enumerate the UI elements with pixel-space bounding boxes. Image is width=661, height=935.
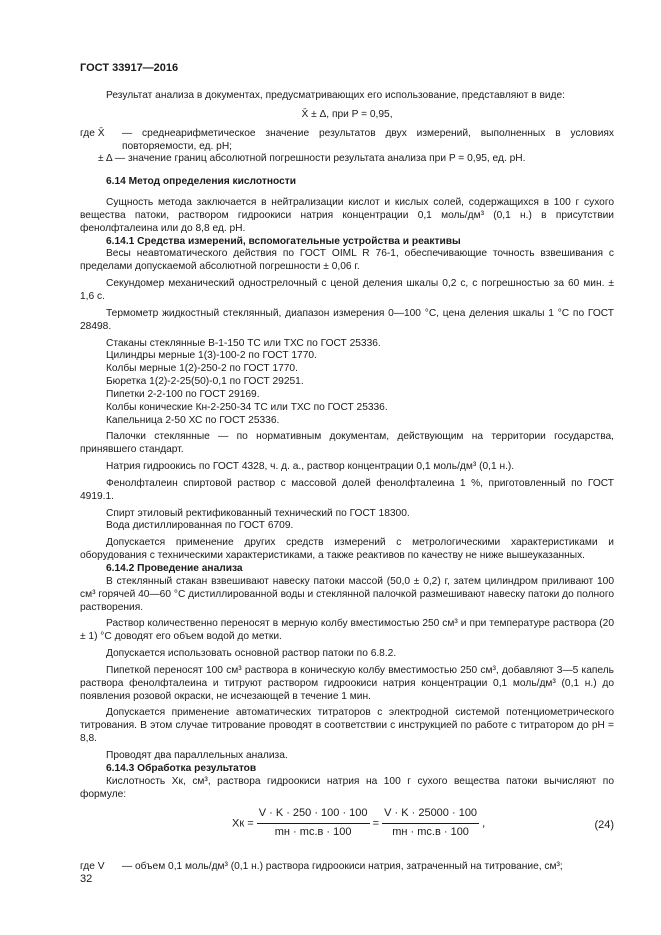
definition-delta: ± Δ — значение границ абсолютной погрешности результата анализа при P = 0,95, ед. pH. xyxy=(98,153,526,165)
formula-numerator-2: V · K · 25000 · 100 xyxy=(382,807,479,824)
list-item: Палочки стеклянные — по нормативным документам, действующим на территории государства, принявшего стандарт. xyxy=(80,431,614,456)
formula-tail: , xyxy=(482,817,486,830)
section-title-6-14-2: 6.14.2 Проведение анализа xyxy=(106,563,243,574)
section-title-6-14-1: 6.14.1 Средства измерений, вспомогательные устройства и реактивы xyxy=(106,235,461,247)
formula-equals: = xyxy=(372,817,380,830)
page-body xyxy=(80,90,614,874)
formula-expression xyxy=(232,807,485,840)
method-essence: Сущность метода заключается в нейтрализации кислот и кислых солей, содержащихся в 100 г сухого вещества патоки, раствором гидроокиси натрия концентрации 0,1 моль/дм³ (0,1 н.) в присутствии фенолфталеина или до 8,8 ед. pH. xyxy=(80,197,614,234)
definition-term: где V xyxy=(80,861,105,873)
formula-fraction-2 xyxy=(382,807,479,840)
list-item: Колбы конические Кн-2-250-34 ТС или ТХС по ГОСТ 25336. xyxy=(106,401,388,413)
section-title-6-14-3: 6.14.3 Обработка результатов xyxy=(106,762,257,774)
list-item: Секундомер механический однострелочный с ценой деления шкалы 0,2 с, с погрешностью за 60 мин. ± 1,6 с. xyxy=(80,278,614,302)
definition-v xyxy=(80,861,614,874)
list-item: Натрия гидроокись по ГОСТ 4328, ч. д. а., раствор концентрации 0,1 моль/дм³ (0,1 н.). xyxy=(106,461,515,473)
list-item: Допускается использовать основной раствор патоки по 6.8.2. xyxy=(106,648,397,660)
list-item: Колбы мерные 1(2)-250-2 по ГОСТ 1770. xyxy=(106,363,298,375)
list-item: В стеклянный стакан взвешивают навеску патоки массой (50,0 ± 0,2) г, затем цилиндром приливают 100 см³ горячей 40—60 °С дистиллированной воды и стеклянной палочкой размешивают навеску патоки до полного растворения. xyxy=(80,575,614,613)
calculation-intro: Кислотность Xк, см³, раствора гидроокиси натрия на 100 г сухого вещества патоки вычисляют по формуле: xyxy=(80,775,614,800)
formula-denominator-1: mн · mс.в · 100 xyxy=(274,826,352,839)
definition-xbar xyxy=(80,128,614,154)
standard-code-header: ГОСТ 33917—2016 xyxy=(80,62,179,74)
list-item: Допускается применение других средств измерений с метрологическими характеристиками и оборудования с техническими характеристиками, а также реактивов по качеству не ниже вышеуказанных. xyxy=(80,537,614,562)
definition-text: — объем 0,1 моль/дм³ (0,1 н.) раствора гидроокиси натрия, затраченный на титрование, см³; xyxy=(122,861,563,873)
formula-numerator-1: V · K · 250 · 100 · 100 xyxy=(257,807,370,824)
list-item: Весы неавтоматического действия по ГОСТ OIML R 76-1, обеспечивающие точность взвешивания с пределами допускаемой абсолютной погрешности ± 0,06 г. xyxy=(80,248,614,273)
list-item: Спирт этиловый ректификованный технический по ГОСТ 18300. xyxy=(106,507,410,519)
list-item: Термометр жидкостный стеклянный, диапазон измерения 0—100 °С, цена деления шкалы 1 °С по ГОСТ 28498. xyxy=(80,307,614,332)
list-item: Допускается применение автоматических титраторов с электродной системой потенциометрического титрования. В этом случае титрование проводят в соответствии с инструкцией по работе с титратором до pH = 8,8. xyxy=(80,707,614,745)
list-item: Стаканы стеклянные В-1-150 ТС или ТХС по ГОСТ 25336. xyxy=(106,337,381,349)
list-item: Пипетки 2-2-100 по ГОСТ 29169. xyxy=(106,388,260,400)
list-item: Проводят два параллельных анализа. xyxy=(106,749,288,761)
section-title-6-14: 6.14 Метод определения кислотности xyxy=(106,176,296,188)
intro-paragraph: Результат анализа в документах, предусматривающих его использование, представляют в виде: xyxy=(106,90,565,101)
list-item: Фенолфталеин спиртовой раствор с массовой долей фенолфталеина 1 %, приготовленный по ГОСТ 4919.1. xyxy=(80,477,614,502)
procedure-list xyxy=(80,576,614,763)
result-formula-condition: при P = 0,95, xyxy=(331,108,393,120)
definition-text: — среднеарифметическое значение результатов двух измерений, выполненных в условиях повторяемости, ед. pH; xyxy=(122,127,614,152)
list-item: Раствор количественно переносят в мерную колбу вместимостью 250 см³ и при температуре раствора (20 ± 1) °С доводят его объем водой до метки. xyxy=(80,618,614,643)
acidity-formula xyxy=(80,807,614,853)
list-item: Капельница 2-50 ХС по ГОСТ 25336. xyxy=(106,414,280,426)
list-item: Вода дистиллированная по ГОСТ 6709. xyxy=(106,520,294,532)
result-formula xyxy=(80,109,614,122)
definition-term: где X̄ xyxy=(80,127,105,139)
formula-denominator-2: mн · mс.в · 100 xyxy=(392,826,469,839)
page-number: 32 xyxy=(80,873,93,885)
list-item: Цилиндры мерные 1(3)-100-2 по ГОСТ 1770. xyxy=(106,350,317,362)
formula-fraction-1 xyxy=(257,807,370,840)
list-item: Пипеткой переносят 100 см³ раствора в коническую колбу вместимостью 250 см³, добавляют 3—5 капель раствора фенолфталеина и титруют раствором гидроокиси натрия концентрации 0,1 моль/дм³ (0,1 н.) до появления розовой окраски, не исчезающей в течение 1 мин. xyxy=(80,664,614,702)
result-formula-expr: X̄ ± Δ, xyxy=(301,108,330,120)
formula-number: (24) xyxy=(594,819,614,832)
list-item: Бюретка 1(2)-2-25(50)-0,1 по ГОСТ 29251. xyxy=(106,376,304,388)
equipment-list xyxy=(80,248,614,563)
formula-lhs: Xк = xyxy=(232,817,254,830)
